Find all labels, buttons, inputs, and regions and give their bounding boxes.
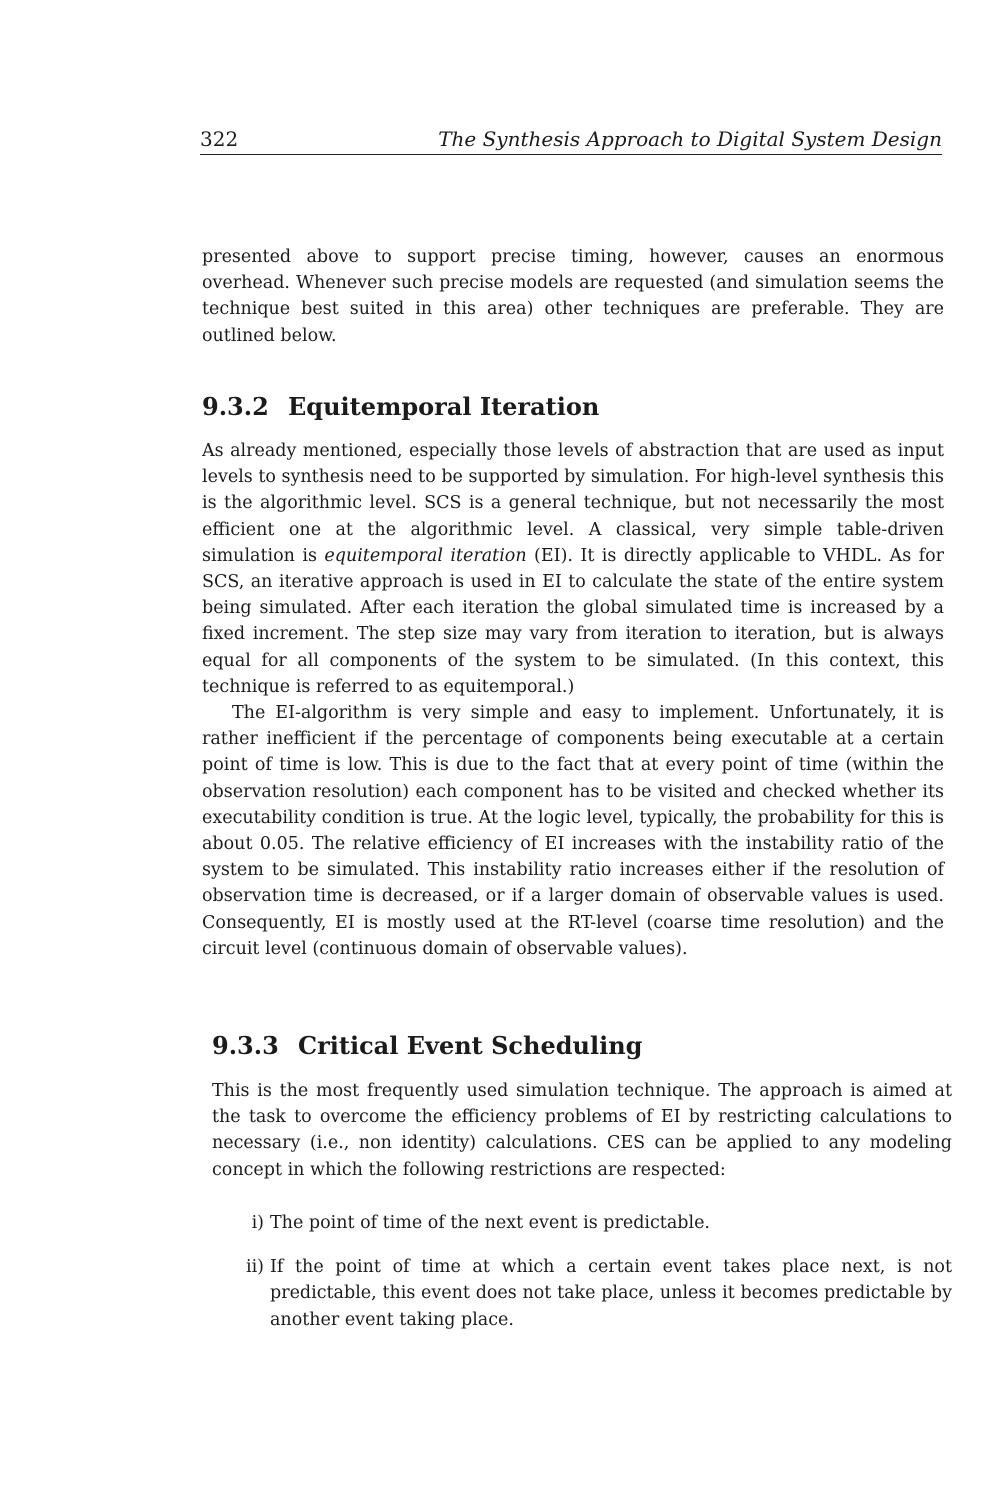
intro-paragraph-block: [202, 244, 944, 349]
paragraph: The EI-algorithm is very simple and easy to implement. Unfortunately, it is rather inefficient if the percentage of components being executable at a certain point of time is low. This is due to the fact that at every point of time (within the observation resolution) each component has to be visited and checked whether its executability condition is true. At the logic level, typically, the probability for this is about 0.05. The relative efficiency of EI increases with the instability ratio of the system to be simulated. This instability ratio increases either if the resolution of observation time is decreased, or if a larger domain of observable values is used. Consequently, EI is mostly used at the RT-level (coarse time resolution) and the circuit level (continuous domain of observable values).: [202, 703, 944, 959]
paragraph: This is the most frequently used simulation technique. The approach is aimed at the task to overcome the efficiency problems of EI by restricting calculations to necessary (i.e., non identity) calculations. CES can be applied to any modeling concept in which the following restrictions are respected:: [212, 1081, 952, 1180]
running-head: [200, 126, 942, 155]
paragraph-text: (EI). It is directly applicable to VHDL. As for SCS, an iterative approach is used in EI to calculate the state of the entire system being simulated. After each iteration the global simulated time is increased by a fixed increment. The step size may vary from iteration to iteration, but is always equal for all components of the system to be simulated. (In this context, this technique is referred to as equitemporal.): [202, 545, 944, 697]
list-item-text: If the point of time at which a certain event takes place next, is not predictable, this event does not take place, unless it becomes predictable by another event taking place.: [270, 1257, 952, 1330]
paragraph: [202, 438, 944, 700]
list-marker: ii): [245, 1257, 264, 1278]
list-item-text: The point of time of the next event is predictable.: [270, 1213, 710, 1233]
section-heading-9-3-2: [202, 392, 599, 422]
paragraph-text: As already mentioned, especially those levels of abstraction that are used as input levels to synthesis need to be supported by simulation. For high-level synthesis this is the algorithmic level. SCS is a general technique, but not necessarily the most efficient one at the algorithmic level. A classical, very simple table-driven simulation is: [202, 441, 944, 566]
section-heading-9-3-3: [212, 1031, 642, 1061]
intro-paragraph: presented above to support precise timing, however, causes an enormous overhead. Whenever such precise models are requested (and simulation seems the technique best suited in this area) other techniques are preferable. They are outlined below.: [202, 247, 944, 346]
list-item: [230, 1254, 952, 1333]
list-item: [230, 1210, 952, 1236]
section-title: Equitemporal Iteration: [288, 392, 600, 421]
section-number: 9.3.3: [212, 1031, 279, 1060]
section-9-3-3-body: [212, 1078, 952, 1183]
section-9-3-2-body: [202, 438, 944, 962]
page-number: 322: [200, 127, 239, 151]
section-title: Critical Event Scheduling: [298, 1031, 643, 1060]
emphasized-term: equitemporal iteration: [324, 545, 527, 566]
list-marker: i): [251, 1213, 264, 1233]
section-number: 9.3.2: [202, 392, 269, 421]
running-title: The Synthesis Approach to Digital System Design: [438, 127, 942, 151]
restrictions-list: [230, 1210, 952, 1351]
